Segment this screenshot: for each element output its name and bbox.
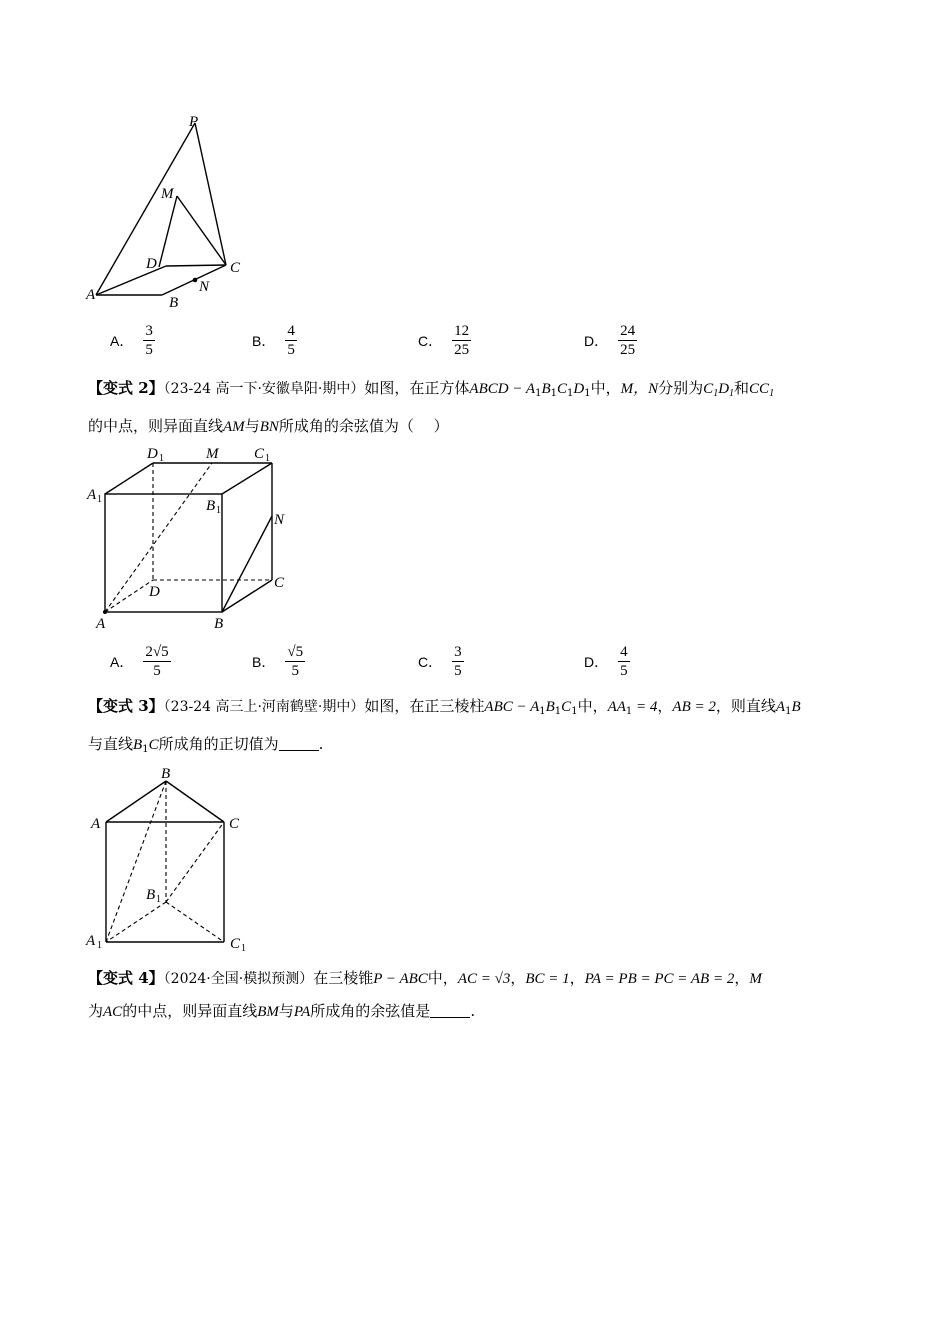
option-b[interactable]: B． $\frac{√5}{5}$: [252, 644, 304, 679]
variant-tag: 【变式 2】: [88, 379, 164, 397]
svg-text:1: 1: [156, 894, 161, 905]
label-C: C: [229, 816, 240, 832]
label-B: B: [214, 616, 224, 632]
label-B1: B: [206, 498, 216, 514]
option-a[interactable]: A． $\frac{3}{5}$: [110, 323, 153, 358]
cube-figure: [84, 438, 299, 633]
label-N: N: [274, 512, 285, 528]
label-A: A: [86, 287, 96, 303]
variant-tag: 【变式 4】: [88, 969, 164, 987]
svg-text:1: 1: [265, 453, 270, 464]
label-C: C: [230, 260, 241, 276]
option-b[interactable]: B． $\frac{4}{5}$: [252, 323, 295, 358]
answer-blank[interactable]: [279, 734, 319, 751]
answer-blank[interactable]: [430, 1001, 470, 1018]
fraction: $\frac{2√5}{5}$: [145, 644, 169, 679]
pyramid-figure: [84, 108, 264, 313]
variant-4-question: 【变式 4】（2024·全国·模拟预测）在三棱锥P − ABC中，AC = √3，BC = 1，PA = PB = PC = AB = 2，M 为AC的中点，则异面直线BM与PA所成角的余弦值是 .: [88, 969, 762, 1020]
label-M: M: [161, 186, 174, 202]
source: （23-24 高一下·安徽阜阳·期中）: [163, 381, 365, 397]
fraction: $\frac{4}{5}$: [620, 644, 628, 679]
label-B1: B: [146, 887, 156, 903]
option-c[interactable]: C． $\frac{12}{25}$: [418, 323, 470, 358]
svg-text:1: 1: [97, 494, 102, 505]
label-C1: C: [230, 936, 241, 952]
label-D: D: [149, 584, 160, 600]
fraction: $\frac{3}{5}$: [454, 644, 462, 679]
prism-figure: [84, 762, 264, 957]
svg-text:1: 1: [97, 940, 102, 951]
source: （23-24 高三上·河南鹤壁·期中）: [163, 699, 365, 715]
source: （2024·全国·模拟预测）: [163, 971, 314, 987]
option-d[interactable]: D． $\frac{4}{5}$: [584, 644, 628, 679]
fraction: $\frac{24}{25}$: [620, 323, 636, 358]
svg-text:1: 1: [241, 943, 246, 954]
variant-3-question: 【变式 3】（23-24 高三上·河南鹤壁·期中）如图，在正三棱柱ABC − $A_1B_1C_1$中，$AA_1 = 4$，AB = 2，则直线$A_1B$ 与直线$B_1C$所成角的正切值为 .: [88, 697, 801, 755]
variant-tag: 【变式 3】: [88, 697, 164, 715]
option-a[interactable]: A． $\frac{2√5}{5}$: [110, 644, 169, 679]
svg-text:1: 1: [159, 453, 164, 464]
label-B: B: [161, 766, 171, 782]
fraction: $\frac{12}{25}$: [454, 323, 470, 358]
label-A1: A: [87, 487, 97, 503]
svg-text:1: 1: [216, 505, 221, 516]
fraction: $\frac{4}{5}$: [287, 323, 295, 358]
label-N: N: [199, 279, 210, 295]
label-B: B: [169, 295, 179, 311]
label-D1: D: [147, 446, 158, 462]
label-C1: C: [254, 446, 265, 462]
label-A: A: [96, 616, 106, 632]
label-A1: A: [86, 933, 96, 949]
fraction: $\frac{3}{5}$: [145, 323, 153, 358]
label-M: M: [206, 446, 219, 462]
label-P: P: [189, 114, 199, 130]
fraction: $\frac{√5}{5}$: [287, 644, 304, 679]
label-D: D: [146, 256, 157, 272]
option-d[interactable]: D． $\frac{24}{25}$: [584, 323, 636, 358]
label-C: C: [274, 575, 285, 591]
option-c[interactable]: C． $\frac{3}{5}$: [418, 644, 462, 679]
label-A: A: [91, 816, 101, 832]
variant-2-question: 【变式 2】（23-24 高一下·安徽阜阳·期中）如图，在正方体ABCD − $A_1B_1C_1D_1$中，M，N分别为$C_1D_1$和$CC_1$ 的中点，则异面直线AM与BN所成角的余弦值为（ ）: [88, 379, 775, 435]
